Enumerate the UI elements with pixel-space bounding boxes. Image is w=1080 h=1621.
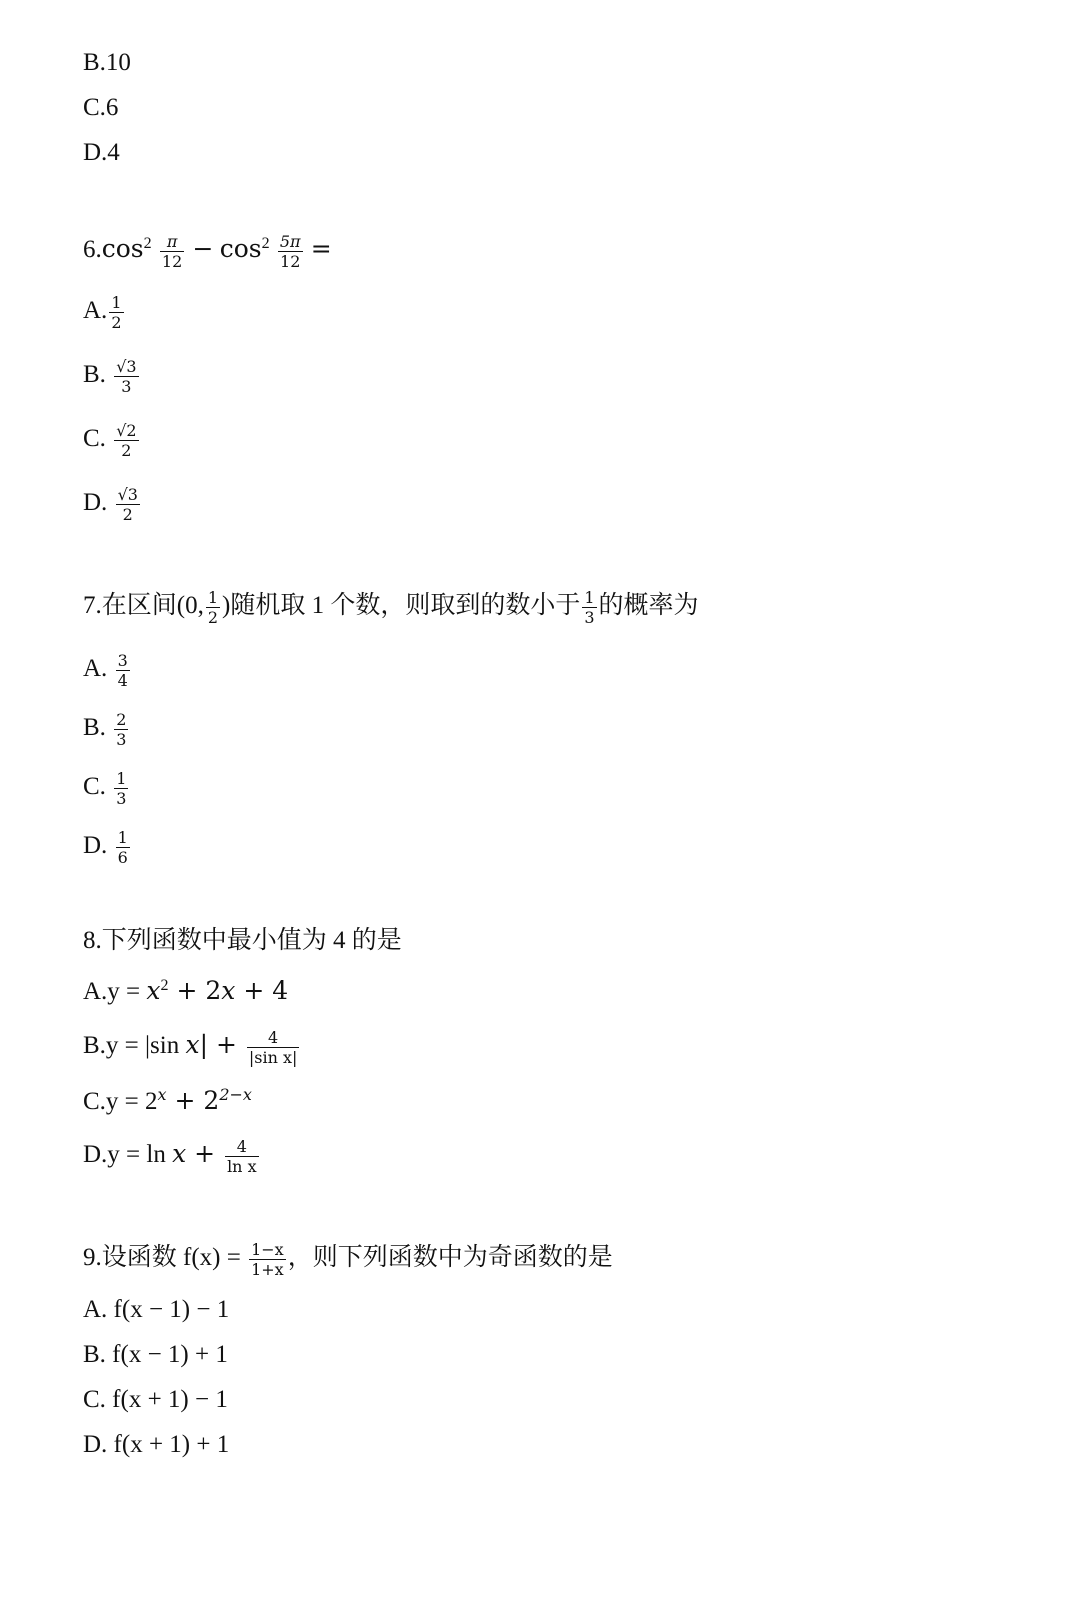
- q6-option-c: [83, 421, 141, 460]
- variable-x: x: [146, 976, 161, 1005]
- numerator: 1: [116, 769, 127, 788]
- expression-text: + 2: [166, 1086, 220, 1115]
- denominator: 3: [116, 789, 127, 808]
- option-label: D.y = ln: [83, 1141, 173, 1169]
- stem-text: 8.下列函数中最小值为 4 的是: [83, 927, 402, 954]
- q7-option-d: [83, 828, 132, 867]
- variable-x: x: [172, 1139, 187, 1169]
- numerator: 4: [225, 1137, 259, 1157]
- numerator: π: [160, 232, 184, 252]
- denominator: |sin x|: [248, 1048, 298, 1067]
- option-label: D.: [83, 489, 114, 517]
- option-text: B.10: [83, 49, 131, 76]
- cos-text: cos: [101, 234, 144, 264]
- numerator: 3: [117, 651, 128, 670]
- option-fraction: [114, 357, 138, 396]
- variable-x: x: [185, 1030, 200, 1060]
- option-text: A. f(x − 1) − 1: [83, 1296, 230, 1323]
- fraction-1-minus-x-over-1-plus-x: [249, 1240, 286, 1279]
- denominator: 12: [161, 252, 183, 271]
- option-fraction: [116, 485, 140, 524]
- option-label: C.y = 2: [83, 1088, 158, 1115]
- denominator: 2: [122, 505, 133, 524]
- question-7-stem: [83, 588, 699, 627]
- option-fraction: [114, 710, 128, 749]
- option-text: B. f(x − 1) + 1: [83, 1341, 228, 1368]
- option-c-prev: [83, 93, 118, 123]
- numerator: 1: [584, 588, 595, 607]
- question-6-stem: [83, 232, 332, 271]
- denominator: 12: [280, 252, 301, 271]
- stem-text: ，则下列函数中为奇函数的是: [287, 1244, 613, 1272]
- q7-option-b: [83, 710, 130, 749]
- stem-text: 的概率为: [598, 592, 699, 620]
- option-label: A.: [83, 655, 114, 683]
- option-text: C.6: [83, 94, 119, 121]
- q9-option-a: [83, 1295, 229, 1325]
- numerator: 1: [207, 588, 219, 607]
- numerator: 1: [117, 828, 128, 847]
- equals-sign: =: [310, 234, 332, 264]
- option-fraction: [116, 828, 130, 867]
- exponent: 2: [261, 235, 270, 253]
- minus-sign: −: [192, 234, 214, 264]
- cos-text: cos: [219, 234, 262, 264]
- option-label: A.y =: [83, 978, 147, 1005]
- numerator: 4: [247, 1028, 300, 1048]
- q8-option-a: [83, 976, 288, 1007]
- option-label: B.y = |sin: [83, 1032, 186, 1060]
- numerator: √2: [116, 421, 137, 440]
- expression-text: + 4: [235, 976, 289, 1005]
- q8-option-b: [83, 1028, 301, 1067]
- variable-x: x: [221, 976, 236, 1005]
- denominator: 3: [116, 730, 127, 749]
- exponent: 2−x: [219, 1085, 252, 1104]
- fraction-5pi-12: [278, 232, 303, 271]
- option-text: D.4: [83, 139, 120, 166]
- stem-text: )随机取 1 个数，则取到的数小于: [222, 592, 581, 620]
- numerator: √3: [116, 357, 137, 376]
- option-label: B.: [83, 361, 113, 389]
- expression-text: + 2: [168, 976, 222, 1005]
- q9-option-b: [83, 1340, 228, 1370]
- option-label: C.: [83, 773, 113, 801]
- denominator: 2: [207, 608, 219, 627]
- option-label: C.: [83, 425, 113, 453]
- q7-option-c: [83, 769, 130, 808]
- denominator: 1+x: [251, 1260, 284, 1279]
- numerator: 1−x: [251, 1240, 284, 1259]
- fraction-one-half: [206, 588, 220, 627]
- option-fraction: [109, 293, 123, 332]
- denominator: 2: [121, 441, 132, 460]
- option-b-prev: [83, 48, 131, 78]
- numerator: 1: [111, 293, 122, 312]
- denominator: 4: [117, 671, 128, 690]
- option-fraction: [114, 421, 138, 460]
- denominator: ln x: [227, 1157, 257, 1176]
- option-fraction: [116, 651, 130, 690]
- fraction-4-over-abs-sin: [247, 1028, 300, 1067]
- expression-text: | +: [199, 1030, 245, 1060]
- denominator: 3: [584, 608, 595, 627]
- fraction-one-third: [582, 588, 596, 627]
- q6-option-b: [83, 357, 141, 396]
- numerator: 5π: [279, 232, 301, 251]
- denominator: 2: [111, 313, 122, 332]
- option-label: B.: [83, 714, 113, 742]
- q8-option-c: [83, 1086, 252, 1117]
- exponent: 2: [143, 235, 152, 253]
- q6-option-d: [83, 485, 142, 524]
- q8-option-d: [83, 1137, 261, 1176]
- expression-text: +: [186, 1139, 224, 1169]
- stem-text: 7.在区间(0,: [83, 592, 204, 620]
- q9-option-c: [83, 1385, 228, 1415]
- numerator: √3: [117, 485, 138, 504]
- denominator: 3: [121, 377, 132, 396]
- option-d-prev: [83, 138, 120, 168]
- exponent: x: [157, 1085, 167, 1104]
- numerator: 2: [116, 710, 127, 729]
- option-label: D.: [83, 832, 114, 860]
- stem-text: 9.设函数 f(x) =: [83, 1244, 248, 1272]
- option-text: D. f(x + 1) + 1: [83, 1431, 230, 1458]
- fraction-pi-12: [160, 232, 184, 271]
- q9-option-d: [83, 1430, 229, 1460]
- option-fraction: [114, 769, 128, 808]
- question-9-stem: [83, 1240, 613, 1279]
- q6-option-a: [83, 293, 126, 332]
- denominator: 6: [117, 848, 128, 867]
- fraction-4-over-ln: [225, 1137, 259, 1176]
- question-8-stem: [83, 926, 402, 956]
- option-text: C. f(x + 1) − 1: [83, 1386, 228, 1413]
- question-number: 6.: [83, 236, 102, 264]
- q7-option-a: [83, 651, 132, 690]
- option-label: A.: [83, 297, 108, 325]
- exponent: 2: [160, 977, 169, 994]
